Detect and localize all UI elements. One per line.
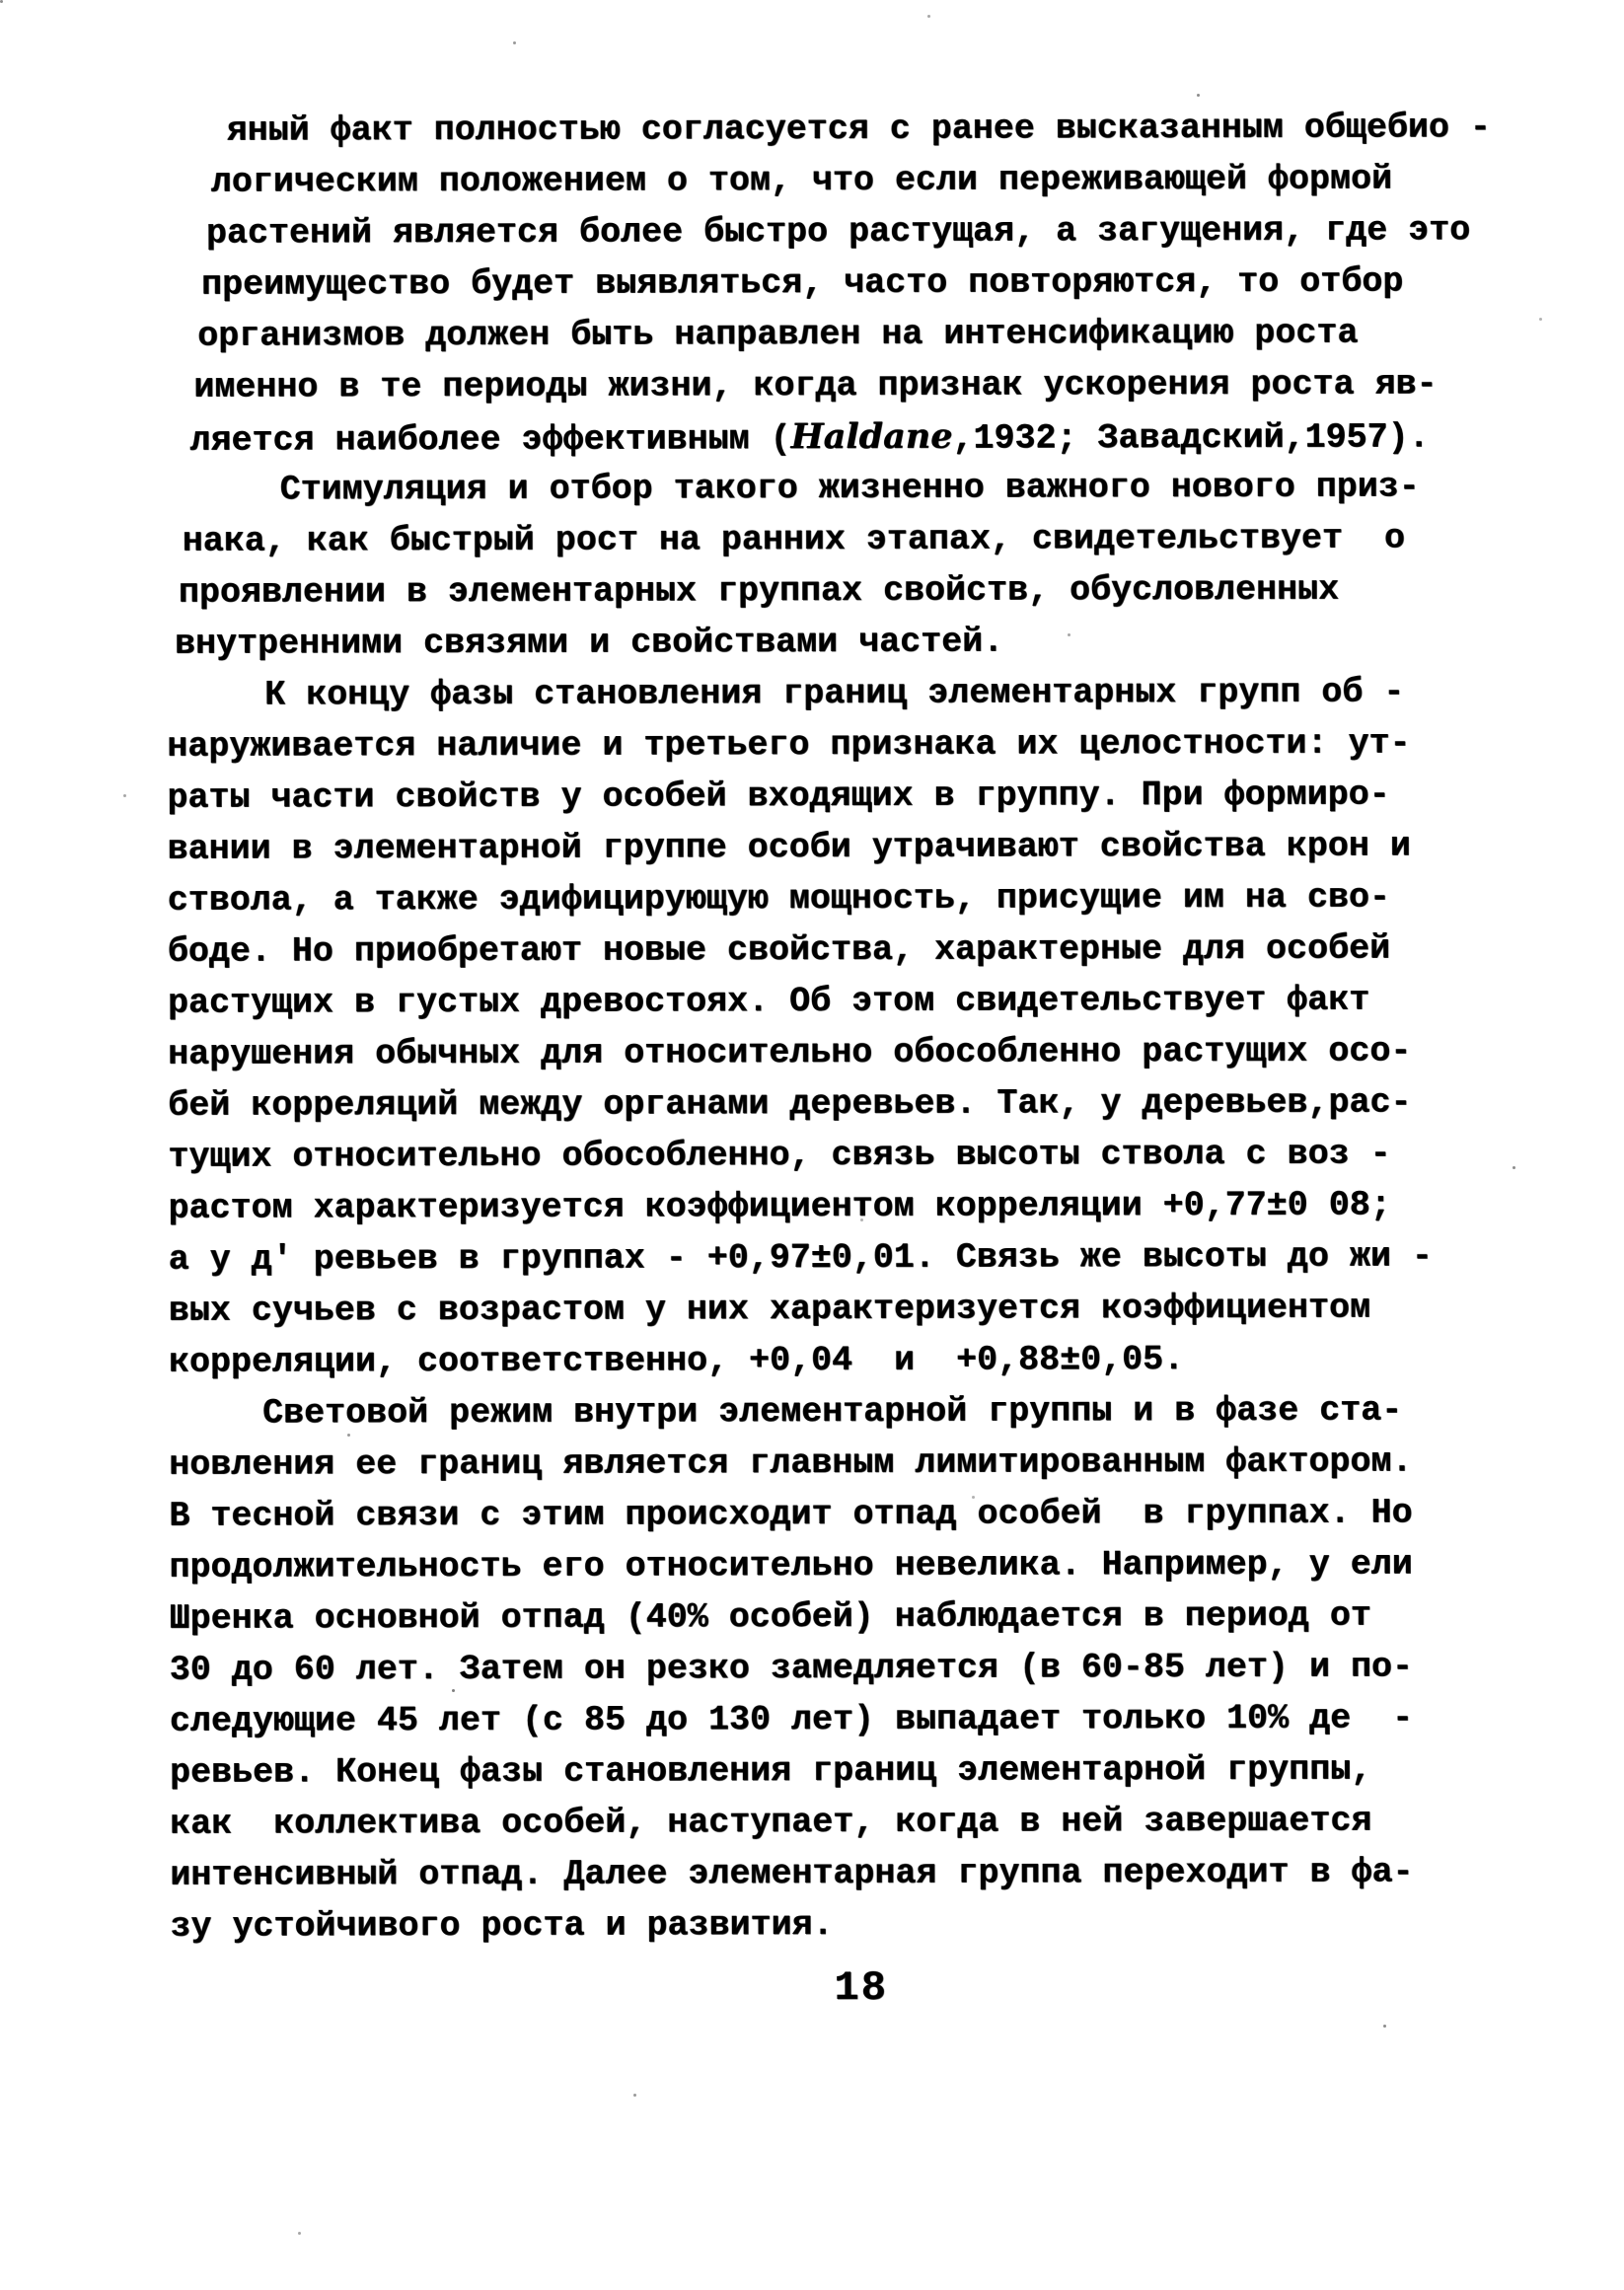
text-line: бей корреляций между органами деревьев. Так, у деревьев,рас- (168, 1082, 1412, 1126)
text-line: растущих в густых древостоях. Об этом свидетельствует факт (167, 980, 1370, 1023)
text-line: В тесной связи с этим происходит отпад особей в группах. Но (169, 1493, 1413, 1536)
text-line: внутренними связями и свойствами частей. (174, 622, 1004, 664)
text-line: яный факт полностью согласуется с ранее высказанным общебио - (226, 108, 1491, 151)
text-line: ревьев. Конец фазы становления границ элементарной группы, (169, 1749, 1372, 1793)
haldane-citation: Haldane (790, 415, 953, 458)
text-line: организмов должен быть направлен на интенсификацию роста (197, 313, 1359, 356)
text-line: К концу фазы становления границ элементарных групп об - (264, 672, 1405, 715)
text-line: корреляции, соответственно, +0,04 и +0,88±0,05. (168, 1340, 1185, 1382)
citation-pre: ляется наиболее эффективным ( (189, 419, 791, 461)
text-line: 30 до 60 лет. Затем он резко замедляется (в 60-85 лет) и по- (169, 1647, 1414, 1690)
text-line: проявлении в элементарных группах свойств, обусловленных (178, 569, 1340, 613)
text-line: зу устойчивого роста и развития. (170, 1904, 834, 1947)
text-line: растений является более быстро растущая, а загущения, где это (205, 210, 1471, 254)
text-line: новления ее границ является главным лимитированным фактором. (169, 1441, 1413, 1485)
text-line: Шренка основной отпад (40% особей) наблюдается в период от (169, 1595, 1371, 1639)
text-line: нарушения обычных для относительно обособленно растущих осо- (168, 1031, 1412, 1074)
text-line: продолжительность его относительно невелика. Например, у ели (169, 1544, 1413, 1588)
text-line: нака, как быстрый рост на ранних этапах, свидетельствует о (182, 518, 1406, 561)
text-line: ствола, а также эдифицирующую мощность, присущие им на сво- (167, 877, 1390, 921)
text-line: вании в элементарной группе особи утрачивают свойства крон и (167, 826, 1411, 869)
text-line: как коллектива особей, наступает, когда в ней завершается (170, 1801, 1372, 1844)
text-line: преимущество будет выявляться, часто повторяются, то отбор (201, 261, 1404, 305)
text-line: растом характеризуется коэффициентом корреляции +0,77±0 08; (168, 1185, 1391, 1228)
text-line: интенсивный отпад. Далее элементарная группа переходит в фа- (170, 1852, 1414, 1895)
text-line: именно в те периоды жизни, когда признак ускорения роста яв- (193, 364, 1438, 407)
text-line: вых сучьев с возрастом у них характеризуется коэффициентом (168, 1288, 1371, 1331)
text-line: раты части свойств у особей входящих в группу. При формиро- (167, 775, 1390, 818)
text-line-citation (189, 409, 1622, 465)
text-line: следующие 45 лет (с 85 до 130 лет) выпадает только 10% де - (169, 1698, 1414, 1741)
text-line: наруживается наличие и третьего признака их целостности: ут- (167, 723, 1411, 767)
text-line: Стимуляция и отбор такого жизненно важного нового приз- (279, 467, 1420, 510)
text-line: Световой режим внутри элементарной группы и в фазе ста- (262, 1390, 1403, 1434)
citation-post: ,1932; Завадский,1957). (952, 417, 1430, 459)
text-line: логическим положением о том, что если переживающей формой (210, 159, 1393, 202)
text-line: тущих относительно обособленно, связь высоты ствола с воз - (168, 1134, 1391, 1177)
text-line: боде. Но приобретают новые свойства, характерные для особей (167, 928, 1391, 972)
text-line: а у д' ревьев в группах - +0,97±0,01. Связь же высоты до жи - (168, 1236, 1433, 1280)
page-number: 18 (834, 1963, 888, 2012)
